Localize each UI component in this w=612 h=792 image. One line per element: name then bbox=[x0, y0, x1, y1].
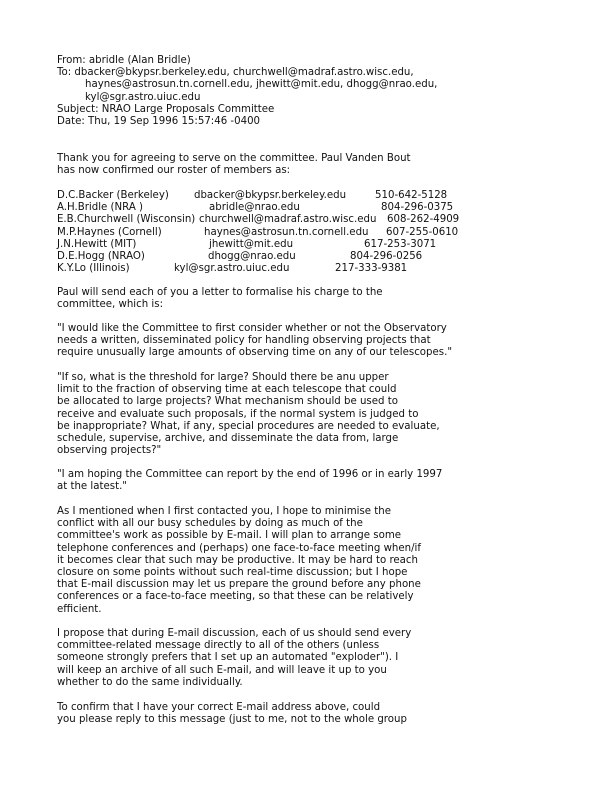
roster-row bbox=[57, 190, 597, 202]
text-line: Thank you for agreeing to serve on the committee. Paul Vanden Bout bbox=[57, 153, 411, 164]
member-name: J.N.Hewitt (MIT) bbox=[57, 238, 137, 250]
member-phone: 608-262-4909 bbox=[387, 214, 460, 226]
text-line: that E-mail discussion may let us prepare the ground before any phone bbox=[57, 579, 421, 591]
text-line: telephone conferences and (perhaps) one face-to-face meeting when/if bbox=[57, 542, 421, 554]
confirm-paragraph bbox=[57, 702, 587, 726]
charge-quote-1 bbox=[57, 323, 587, 360]
text-line: schedule, supervise, archive, and disseminate the data from, large bbox=[57, 433, 399, 445]
member-name: D.C.Backer (Berkeley) bbox=[57, 190, 169, 201]
text-line: will keep an archive of all such E-mail, and will leave it up to you bbox=[57, 664, 387, 676]
text-line: Paul will send each of you a letter to formalise his charge to the bbox=[57, 287, 383, 298]
text-line: committee, which is: bbox=[57, 299, 163, 311]
member-name: M.P.Haynes (Cornell) bbox=[57, 226, 162, 238]
member-email: haynes@astrosun.tn.cornell.edu bbox=[204, 226, 369, 238]
text-line: To confirm that I have your correct E-mail address above, could bbox=[57, 702, 381, 713]
member-email: dbacker@bkypsr.berkeley.edu bbox=[194, 190, 347, 201]
charge-quote-2 bbox=[57, 372, 587, 457]
to-line-3: kyl@sgr.astro.uiuc.edu bbox=[85, 91, 201, 103]
roster-row bbox=[57, 202, 597, 214]
member-phone: 804-296-0375 bbox=[381, 202, 454, 214]
text-line: "I would like the Committee to first consider whether or not the Observatory bbox=[57, 323, 447, 334]
member-name: K.Y.Lo (Illinois) bbox=[57, 263, 130, 275]
text-line: someone strongly prefers that I set up an automated "exploder"). I bbox=[57, 652, 399, 664]
from-line: From: abridle (Alan Bridle) bbox=[57, 55, 191, 66]
member-name: A.H.Bridle (NRA ) bbox=[57, 202, 144, 214]
roster-row bbox=[57, 251, 597, 263]
member-phone: 607-255-0610 bbox=[386, 226, 459, 238]
member-email: kyl@sgr.astro.uiuc.edu bbox=[174, 263, 290, 275]
member-phone: 617-253-3071 bbox=[364, 238, 437, 250]
text-line: be allocated to large projects? What mechanism should be used to bbox=[57, 396, 398, 408]
roster-row bbox=[57, 227, 597, 239]
member-name: D.E.Hogg (NRAO) bbox=[57, 250, 145, 262]
text-line: be inappropriate? What, if any, special procedures are needed to evaluate, bbox=[57, 420, 440, 432]
text-line: committee's work as possible by E-mail. I will plan to arrange some bbox=[57, 530, 402, 542]
text-line: it becomes clear that such may be productive. It may be hard to reach bbox=[57, 554, 418, 566]
member-email: dhogg@nrao.edu bbox=[208, 250, 296, 262]
text-line: receive and evaluate such proposals, if the normal system is judged to bbox=[57, 408, 419, 420]
intro-paragraph bbox=[57, 153, 587, 177]
text-line: at the latest." bbox=[57, 481, 127, 493]
text-line: require unusually large amounts of observing time on any of our telescopes." bbox=[57, 347, 453, 359]
member-phone: 804-296-0256 bbox=[350, 250, 423, 262]
email-header bbox=[57, 55, 577, 128]
letter-paragraph bbox=[57, 287, 587, 311]
text-line: whether to do the same individually. bbox=[57, 676, 243, 688]
email-paragraph bbox=[57, 506, 587, 616]
text-line: conferences or a face-to-face meeting, so that these can be relatively bbox=[57, 591, 414, 603]
charge-quote-3 bbox=[57, 469, 587, 493]
text-line: conflict with all our busy schedules by doing as much of the bbox=[57, 518, 363, 530]
roster-row bbox=[57, 263, 597, 275]
text-line: observing projects?" bbox=[57, 445, 162, 457]
member-roster bbox=[57, 190, 597, 275]
date-line: Date: Thu, 19 Sep 1996 15:57:46 -0400 bbox=[57, 116, 261, 128]
text-line: "I am hoping the Committee can report by the end of 1996 or in early 1997 bbox=[57, 469, 443, 480]
text-line: I propose that during E-mail discussion, each of us should send every bbox=[57, 628, 412, 639]
member-name: E.B.Churchwell (Wisconsin) bbox=[57, 214, 196, 226]
text-line: efficient. bbox=[57, 603, 102, 615]
propose-paragraph bbox=[57, 628, 587, 689]
text-line: you please reply to this message (just to me, not to the whole group bbox=[57, 714, 407, 726]
to-line-2: haynes@astrosun.tn.cornell.edu, jhewitt@mit.edu, dhogg@nrao.edu, bbox=[85, 79, 438, 91]
text-line: limit to the fraction of observing time at each telescope that could bbox=[57, 384, 397, 396]
text-line: needs a written, disseminated policy for handling observing projects that bbox=[57, 335, 431, 347]
roster-row bbox=[57, 214, 597, 226]
member-phone: 217-333-9381 bbox=[335, 263, 408, 275]
member-email: abridle@nrao.edu bbox=[209, 202, 300, 214]
to-line-1: To: dbacker@bkypsr.berkeley.edu, churchwell@madraf.astro.wisc.edu, bbox=[57, 67, 414, 79]
roster-row bbox=[57, 239, 597, 251]
member-email: churchwell@madraf.astro.wisc.edu bbox=[199, 214, 377, 226]
text-line: "If so, what is the threshold for large? Should there be anu upper bbox=[57, 372, 389, 383]
text-line: As I mentioned when I first contacted you, I hope to minimise the bbox=[57, 506, 392, 517]
member-email: jhewitt@mit.edu bbox=[209, 238, 294, 250]
text-line: closure on some points without such real-time discussion; but I hope bbox=[57, 567, 408, 579]
text-line: committee-related message directly to all of the others (unless bbox=[57, 640, 380, 652]
subject-line: Subject: NRAO Large Proposals Committee bbox=[57, 103, 275, 115]
member-phone: 510-642-5128 bbox=[375, 190, 448, 201]
text-line: has now confirmed our roster of members as: bbox=[57, 165, 291, 177]
